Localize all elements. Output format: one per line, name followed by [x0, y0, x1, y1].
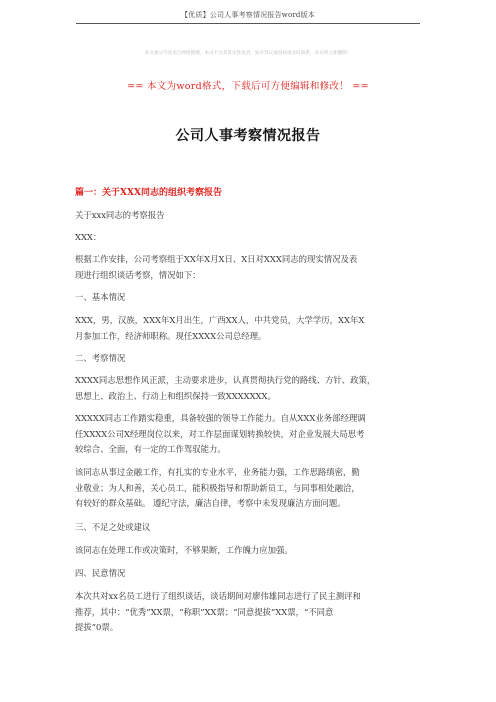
- paragraph-line: XXXXX同志工作踏实稳重，具备较强的领导工作能力。自从XXX业务部经理调: [75, 413, 366, 423]
- paragraph-line: 思想上、政治上、行动上和组织保持一致XXXXXXX。: [75, 390, 276, 401]
- subheading-shortcomings: [75, 520, 425, 536]
- paragraph-line: 提拔”0票。: [75, 622, 119, 632]
- subheading-public-opinion: [75, 566, 425, 582]
- paragraph-report-title: [75, 208, 425, 224]
- subheading-inspection: [75, 351, 425, 367]
- section-heading: 篇一：关于XXX同志的组织考察报告: [75, 188, 222, 198]
- paragraph-line: XXXX同志思想作风正派，主动要求进步，认真贯彻执行党的路线、方针、政策，: [75, 375, 376, 385]
- paragraph-professional: [75, 465, 425, 512]
- paragraph-shortcomings: [75, 543, 425, 559]
- paragraph-line: 月参加工作，经济师职称。现任XXXX公司总经理。: [75, 330, 267, 341]
- paragraph-line: 二、考察情况: [75, 353, 126, 363]
- paragraph-line: 现进行组织谈话考察，情况如下：: [75, 269, 201, 280]
- paragraph-line: 该同志在处理工作或决策时，不够果断，工作魄力应加强。: [75, 545, 293, 555]
- paragraph-line: 四、民意情况: [75, 568, 126, 578]
- paragraph-basic-info: [75, 313, 425, 344]
- paragraph-line: 业敬业；为人和善，关心员工，能积极指导和帮助新员工，与同事相处融洽，: [75, 482, 360, 493]
- subheading-basic-info: [75, 290, 425, 306]
- paragraph-line: 三、不足之处或建议: [75, 522, 151, 532]
- document-title: 公司人事考察情况报告: [175, 128, 321, 144]
- page-header-title: 【优质】公司人事考察情况报告word版本: [180, 11, 316, 19]
- paragraph-line: 根据工作安排，公司考察组于XX年X月X日、X日对XXX同志的现实情况及表: [75, 254, 358, 264]
- word-format-notice: == 本文为word格式，下载后可方便编辑和修改！ ==: [127, 81, 369, 92]
- header-divider: [76, 23, 420, 24]
- paragraph-line: 较综合、全面，有一定的工作驾驭能力。: [75, 444, 226, 454]
- disclaimer-text: 本文部分内容来自网络整理，本司不为其真实性负责，如有异议或侵权请及时联系，本司将立即删除！: [144, 51, 352, 56]
- paragraph-line: 任XXXX公司X经理岗位以来，对工作层面谋划转换较快，对企业发展大局思考: [75, 428, 365, 439]
- paragraph-line: 本次共对xx名员工进行了组织谈话，谈话期间对廖伟雄同志进行了民主测评和: [75, 591, 361, 601]
- paragraph-ideology: [75, 373, 425, 404]
- paragraph-public-opinion: [75, 589, 425, 636]
- paragraph-intro: [75, 252, 425, 283]
- paragraph-work-ability: [75, 411, 425, 458]
- paragraph-line: 有较好的群众基础。 遵纪守法，廉洁自律，考察中未发现廉洁方面问题。: [75, 498, 346, 508]
- paragraph-line: 该同志从事过金融工作，有扎实的专业水平，业务能力强，工作思路缜密，勤: [75, 467, 360, 477]
- paragraph-line: 推荐，其中：“优秀”XX票，“称职”XX票；“同意提拔”XX票，“不同意: [75, 606, 334, 617]
- paragraph-line: XXX：: [75, 232, 102, 242]
- paragraph-line: 关于xxx同志的考察报告: [75, 210, 165, 220]
- paragraph-line: 一、基本情况: [75, 292, 126, 302]
- paragraph-salutation: [75, 230, 425, 246]
- paragraph-line: XXX，男，汉族，XXX年X月出生，广西XX人，中共党员，大学学历，XX年X: [75, 315, 365, 325]
